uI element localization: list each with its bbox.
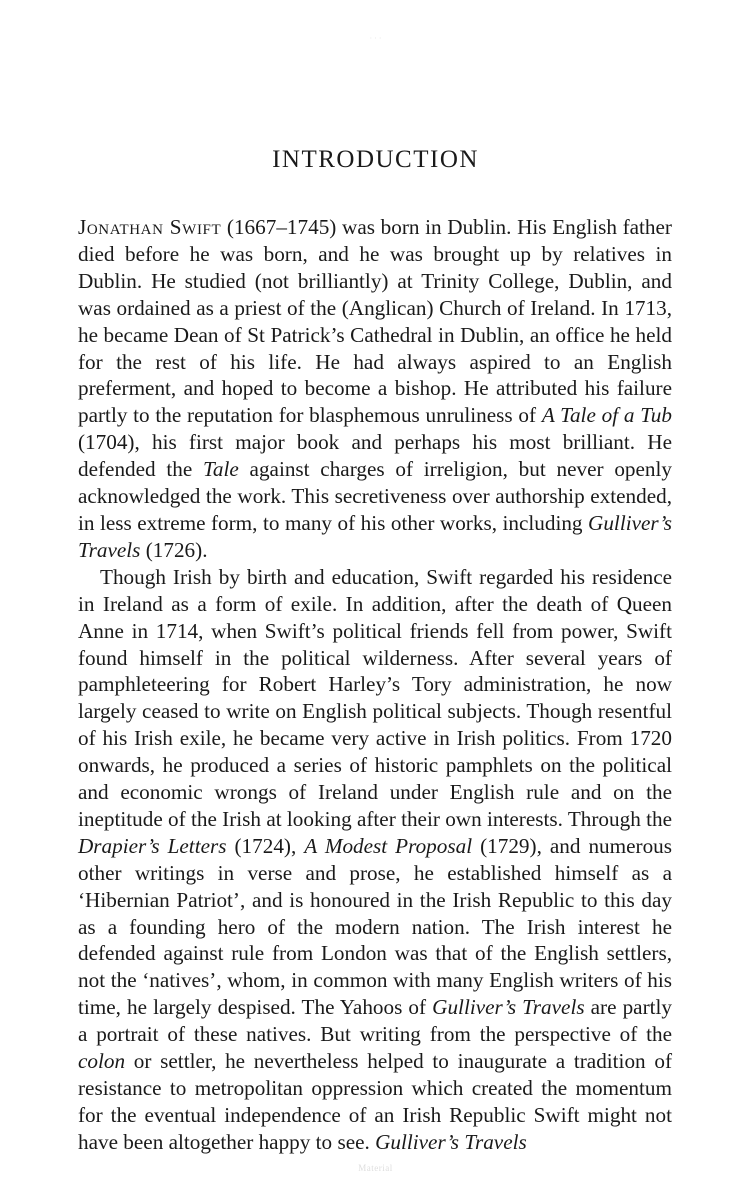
footer-watermark: Material <box>358 1163 393 1173</box>
italic-title: Tale <box>203 457 239 482</box>
text-run: or settler, he nevertheless helped to inaugurate a tradition of resistance to metropolitan oppression which created the momentum for the eventual independence of an Irish Republic Swift might not have been altogether happy to see. <box>78 1049 672 1154</box>
text-run: (1726). <box>140 537 208 562</box>
chapter-title: INTRODUCTION <box>272 146 479 173</box>
paragraph <box>78 214 672 564</box>
text-run: (1724), <box>226 833 305 858</box>
italic-title: colon <box>78 1049 126 1074</box>
text-run: (1704), his first major book and perhaps his most brilliant. He defended the <box>78 430 672 482</box>
italic-title: Gulliver’s Travels <box>432 995 585 1020</box>
header-watermark: · · · <box>369 34 382 43</box>
italic-title: Drapier’s Letters <box>78 833 227 858</box>
italic-title: Gulliver’s Travels <box>78 510 672 562</box>
text-run: (1729), and numerous other writings in verse and prose, he established himself as a ‘Hibernian Patriot’, and is honoured in the Irish Republic to this day as a founding hero of the modern nation. The Irish interest he defended against rule from London was that of the English settlers, not the ‘natives’, whom, in common with many English writers of his time, he largely despised. The Yahoos of <box>78 833 673 1020</box>
text-run: (1667–1745) was born in Dublin. His English father died before he was born, and he was brought up by relatives in Dublin. He studied (not brilliantly) at Trinity College, Dublin, and was ordained as a priest of the (Anglican) Church of Ireland. In 1713, he became Dean of St Patrick’s Cathedral in Dublin, an office he held for the rest of his life. He had always aspired to an English preferment, and hoped to become a bishop. He attributed his failure partly to the reputation for blasphemous unruliness of <box>78 215 672 428</box>
text-run: are partly a portrait of these natives. But writing from the perspective of the <box>78 995 672 1047</box>
author-name: Jonathan Swift <box>78 215 222 239</box>
body-text <box>78 214 672 1156</box>
paragraph <box>78 564 672 1156</box>
italic-title: A Modest Proposal <box>304 833 473 858</box>
italic-title: A Tale of a Tub <box>541 403 672 428</box>
text-run: against charges of irreligion, but never openly acknowledged the work. This secretiveness over authorship extended, in less extreme form, to many of his other works, including <box>78 457 672 535</box>
text-run: Though Irish by birth and education, Swift regarded his residence in Ireland as a form of exile. In addition, after the death of Queen Anne in 1714, when Swift’s political friends fell from power, Swift found himself in the political wilderness. After several years of pamphleteering for Robert Harley’s Tory administration, he now largely ceased to write on English political subjects. Though resentful of his Irish exile, he became very active in Irish politics. From 1720 onwards, he produced a series of historic pamphlets on the political and economic wrongs of Ireland under English rule and on the ineptitude of the Irish at looking after their own interests. Through the <box>78 564 672 831</box>
italic-title: Gulliver’s Travels <box>375 1129 527 1154</box>
